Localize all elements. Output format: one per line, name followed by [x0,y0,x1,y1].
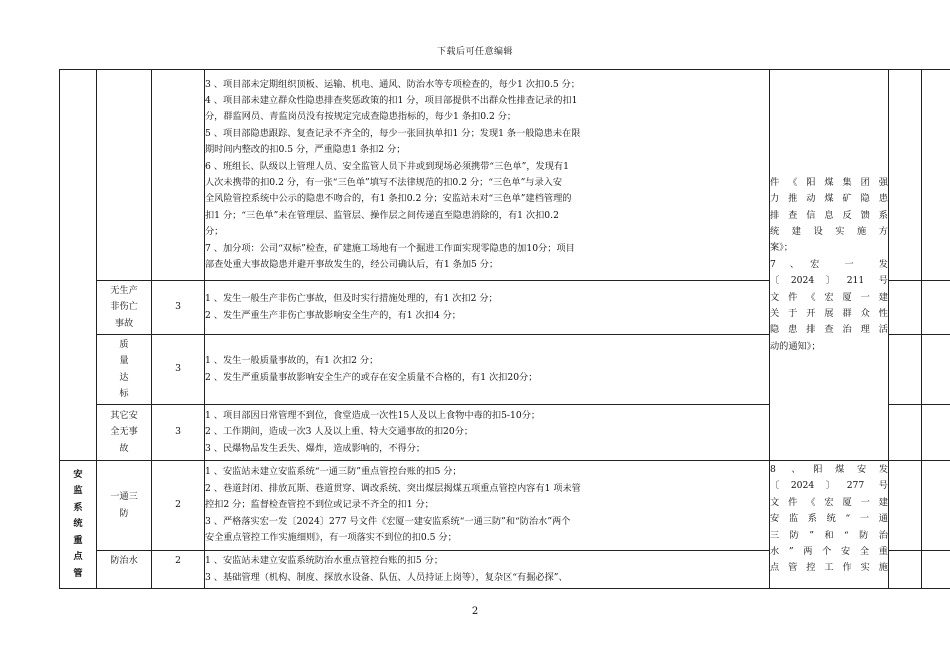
criteria-line: 2 、工作期间，造成一次3 人及以上重、特大交通事故的扣20分； [205,426,474,438]
basis-line: 关于开展群众性 [770,308,888,320]
score-cell-empty [152,70,205,281]
blank-cell [889,70,922,281]
page-number: 2 [471,606,479,617]
basis-line: 隐患排查治理活 [770,324,888,336]
criteria-cell [205,551,770,589]
blank-cell [922,461,950,551]
blank-cell [889,405,922,461]
subitem-cell [97,551,152,589]
basis-line: 安监系统“一通 [770,513,888,525]
blank-cell [922,335,950,405]
criteria-line: 全风险管控系统中公示的隐患不吻合的，有1 条扣0.2 分；安监站未对“三色单”建档管理的 [205,193,572,205]
basis-line: 文件《宏厦一建 [770,496,888,508]
criteria-line: 2 、发生严重生产非伤亡事故影响安全生产的，有1 次扣4 分； [205,309,461,321]
criteria-cell [205,405,770,461]
category-char: 重 [73,534,83,546]
subitem-cell [97,335,152,405]
criteria-line: 分； [205,226,224,238]
subitem-text: 全无事 [110,426,138,438]
criteria-line: 7 、加分项：公司“双标”检查，矿建施工场地有一个掘进工作面实现零隐患的加10分；项目 [205,242,575,254]
criteria-line: 1 、发生一般生产非伤亡事故，但及时实行措施处理的，有1 次扣2 分； [205,293,498,305]
blank-cell [922,70,950,281]
basis-line: 水”两个安全重 [770,546,888,558]
criteria-line: 期时间内整改的扣0.5 分，严重隐患1 条扣2 分； [205,144,406,156]
blank-cell [889,461,922,551]
score-cell: 2 [152,551,205,589]
score-cell: 3 [152,281,205,335]
subitem-text: 质 [119,338,129,350]
table-row [60,70,950,281]
criteria-line: 3 、严格落实宏一发〔2024〕277 号文件《宏厦一建安监系统“一通三防”和“防治水”两个 [205,515,571,527]
criteria-line: 扣1 分；“三色单”未在管理层、监管层、操作层之间传递直至隐患消除的，有1 次扣0.2 [205,209,559,221]
score-cell: 3 [152,405,205,461]
basis-line: 排查信息反馈系 [770,209,888,221]
basis-line: 动的通知》； [770,340,821,352]
page-header: 下载后可任意编辑 [436,47,513,57]
basis-cell-upper [770,70,889,461]
basis-line: 〔2024〕277 号 [770,480,888,492]
basis-line: 力推动煤矿隐患 [770,193,888,205]
criteria-line: 3 、民爆物品发生丢失、爆炸，造成影响的，不得分； [205,442,426,454]
subitem-text: 达 [119,371,129,383]
category-char: 点 [73,551,83,563]
subitem-text: 防治水 [110,555,138,566]
category-char: 管 [73,567,83,579]
subitem-text: 故 [119,442,129,454]
criteria-cell [205,281,770,335]
basis-line: 〔2024〕211 号 [770,275,888,287]
criteria-line: 部查处重大事故隐患并避开事故发生的，经公司确认后，有1 条加5 分； [205,259,499,271]
category-char: 安 [73,469,83,481]
blank-cell [889,551,922,589]
subitem-text: 一通三 [110,491,138,503]
criteria-line: 3 、项目部未定期组织顶板、运输、机电、通风、防治水等专项检查的，每少1 次扣0.5 分； [205,78,580,90]
subitem-text: 防 [119,507,129,519]
subitem-cell [97,281,152,335]
subitem-cell-empty [97,70,152,281]
table-row [60,461,950,551]
subitem-text: 非伤亡 [110,301,138,313]
criteria-cell [205,335,770,405]
assessment-table [59,69,950,589]
criteria-line: 3 、基础管理（机构、制度、探放水设备、队伍、人员持证上岗等），复杂区“有掘必探”、 [205,571,568,583]
criteria-line: 控扣2 分；监督检查管控不到位或记录不齐全的扣1 分； [205,499,434,511]
basis-line: 8 、阳煤安发 [770,464,888,475]
criteria-line: 1 、项目部因日常管理不到位，食堂造成一次性15人及以上食物中毒的扣5-10分； [205,409,541,421]
basis-line: 件《阳煤集团强 [770,176,888,188]
subitem-text: 量 [119,355,129,367]
basis-line: 案》； [770,242,793,254]
criteria-line: 安全重点管控工作实施细则》，有一项落实不到位的扣0.5 分； [205,532,457,544]
blank-cell [922,551,950,589]
criteria-line: 分，群监网员、青监岗员没有按规定完成查隐患指标的，每少1 条扣0.2 分； [205,111,517,123]
basis-line: 三防”和“防治 [770,529,888,541]
criteria-line: 2 、巷道封闭、排放瓦斯、巷道贯穿、调改系统、突出煤层揭煤五项重点管控内容有1 项未管 [205,482,581,494]
category-char: 统 [73,518,83,530]
category-char: 监 [73,485,83,497]
score-cell: 2 [152,461,205,551]
subitem-text: 其它安 [110,409,138,421]
basis-line: 统建设实施方 [770,225,888,237]
criteria-line: 5 、项目部隐患跟踪、复查记录不齐全的，每少一张回执单扣1 分；发现1 条一般隐患未在限 [205,127,581,139]
blank-cell [889,335,922,405]
criteria-line: 人次未携带的扣0.2 分，有一张“三色单”填写不法律规范的扣0.2 分；“三色单”与录入安 [205,177,563,188]
criteria-line: 2 、发生严重质量事故影响安全生产的或存在安全质量不合格的，有1 次扣20分； [205,371,538,383]
criteria-line: 1 、发生一般质量事故的，有1 次扣2 分； [205,355,379,367]
criteria-line: 4 、项目部未建立群众性隐患排查奖惩政策的扣1 分，项目部提供不出群众性排查记录的扣1 [205,94,578,106]
basis-cell-lower [770,461,889,589]
basis-line: 点管控工作实施 [770,562,888,574]
subitem-text: 事故 [114,317,134,329]
blank-cell [922,281,950,335]
criteria-cell [205,461,770,551]
criteria-cell [205,70,770,281]
subitem-cell [97,405,152,461]
subitem-text: 标 [119,387,129,399]
blank-cell [922,405,950,461]
basis-line: 7 、宏 一 发 [770,258,888,270]
blank-cell [889,281,922,335]
criteria-line: 1 、安监站未建立安监系统防治水重点管控台账的扣5 分； [205,555,444,567]
category-cell [60,461,97,589]
subitem-cell [97,461,152,551]
criteria-line: 1 、安监站未建立安监系统“一通三防”重点管控台账的扣5 分； [205,466,462,478]
subitem-text: 无生产 [110,284,138,296]
score-cell: 3 [152,335,205,405]
criteria-line: 6 、班组长、队级以上管理人员、安全监管人员下井或到现场必须携带“三色单”，发现有1 [205,160,569,172]
category-char: 系 [73,501,83,513]
category-cell-empty [60,70,97,461]
basis-line: 文件《宏厦一建 [770,291,888,303]
